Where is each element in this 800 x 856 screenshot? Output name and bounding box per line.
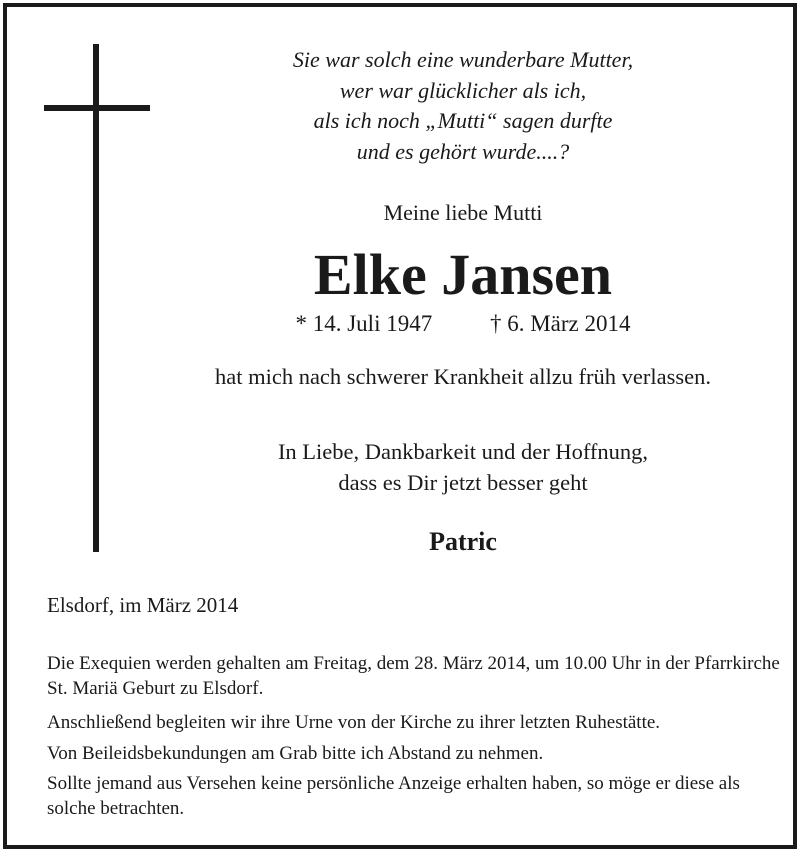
cross-icon-vertical-bar: [93, 44, 99, 552]
place-date: Elsdorf, im März 2014: [47, 593, 239, 617]
birth-date: * 14. Juli 1947: [295, 311, 433, 336]
detail-paragraph: Anschließend begleiten wir ihre Urne von der Kirche zu ihrer letzten Ruhestätte.: [47, 712, 661, 733]
cross-icon-horizontal-bar: [44, 105, 150, 111]
closing-line: dass es Dir jetzt besser geht: [338, 470, 588, 495]
poem-line: Sie war solch eine wunderbare Mutter,: [292, 47, 634, 72]
closing-line: In Liebe, Dankbarkeit und der Hoffnung,: [277, 439, 649, 464]
poem-line: und es gehört wurde....?: [356, 138, 570, 164]
poem: [157, 45, 769, 167]
deceased-name: Elke Jansen: [313, 242, 613, 307]
death-date: † 6. März 2014: [489, 311, 631, 336]
poem-line: als ich noch „Mutti“ sagen durfte: [313, 108, 613, 133]
funeral-details: [47, 652, 782, 831]
obituary-frame: [3, 3, 797, 849]
detail-paragraph: Von Beileidsbekundungen am Grab bitte ich Abstand zu nehmen.: [47, 742, 544, 764]
life-dates: [157, 309, 769, 339]
closing-text: [157, 436, 769, 498]
poem-line: wer war glücklicher als ich,: [339, 77, 587, 103]
message-text: hat mich nach schwerer Krankheit allzu früh verlassen.: [214, 364, 712, 389]
signature: Patric: [429, 527, 497, 556]
detail-paragraph: Die Exequien werden gehalten am Freitag, dem 28. März 2014, um 10.00 Uhr in der Pfarrkirche St. Mariä Geburt zu Elsdorf.: [47, 653, 780, 699]
intro-text: Meine liebe Mutti: [383, 200, 543, 225]
detail-paragraph: Sollte jemand aus Versehen keine persönliche Anzeige erhalten haben, so möge er diese als solche betrachten.: [47, 773, 740, 819]
